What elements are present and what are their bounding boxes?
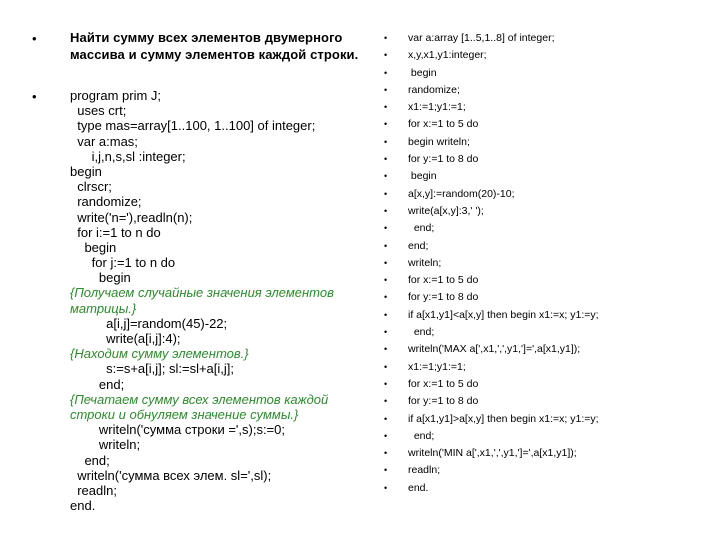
code-line: write('n='),readln(n); xyxy=(70,209,193,225)
bullet: • xyxy=(384,136,388,147)
bullet: • xyxy=(384,413,388,424)
bullet: • xyxy=(384,482,388,493)
code-line: begin xyxy=(70,270,131,286)
list-item xyxy=(376,324,716,341)
code-line: for y:=1 to 8 do xyxy=(408,153,479,166)
code-line: for x:=1 to 5 do xyxy=(408,377,479,390)
list-item xyxy=(376,30,716,47)
list-item xyxy=(376,203,716,220)
bullet: • xyxy=(384,67,388,78)
code-line: x1:=1;y1:=1; xyxy=(408,360,466,373)
list-item xyxy=(376,272,716,289)
code-line: for x:=1 to 5 do xyxy=(408,118,479,131)
bullet: • xyxy=(384,465,388,476)
code-comment: {Получаем случайные значения элементов матрицы.} xyxy=(70,285,338,316)
code-line: x,y,x1,y1:integer; xyxy=(408,49,487,62)
code-line: end. xyxy=(408,481,429,494)
code-line: end. xyxy=(70,498,96,514)
code-line: end; xyxy=(408,326,435,339)
list-item xyxy=(376,376,716,393)
code-line: begin xyxy=(408,170,437,183)
bullet: • xyxy=(384,275,388,286)
right-code-block xyxy=(376,30,716,497)
list-item xyxy=(376,220,716,237)
left-code-block xyxy=(70,88,370,513)
bullet: • xyxy=(384,292,388,303)
code-line: begin xyxy=(70,239,117,255)
code-line: i,j,n,s,sl :integer; xyxy=(70,148,186,164)
list-item xyxy=(376,82,716,99)
list-item xyxy=(376,47,716,64)
bullet: • xyxy=(384,223,388,234)
code-line: randomize; xyxy=(70,194,142,210)
list-item xyxy=(376,359,716,376)
bullet: • xyxy=(384,378,388,389)
code-line: for y:=1 to 8 do xyxy=(408,395,479,408)
bullet: • xyxy=(384,33,388,43)
list-item xyxy=(376,289,716,306)
list-item xyxy=(376,238,716,255)
code-line: begin xyxy=(408,66,437,79)
bullet: • xyxy=(384,361,388,372)
code-line: writeln; xyxy=(408,256,442,269)
code-line: for j:=1 to n do xyxy=(70,255,176,271)
bullet: • xyxy=(384,448,388,459)
bullet: • xyxy=(384,50,388,61)
list-item xyxy=(376,307,716,324)
task-title: Найти сумму всех элементов двумерного массива и сумму элементов каждой строки. xyxy=(70,30,359,62)
list-item xyxy=(376,480,716,497)
bullet: • xyxy=(384,257,388,268)
list-item xyxy=(376,393,716,410)
code-line: writeln('сумма всех элем. sl=',sl); xyxy=(70,467,272,483)
list-item xyxy=(376,462,716,479)
code-line: for y:=1 to 8 do xyxy=(408,291,479,304)
code-line: end; xyxy=(408,429,435,442)
code-line: write(a[x,y]:3,' '); xyxy=(408,204,484,217)
bullet: • xyxy=(384,119,388,130)
list-item xyxy=(376,341,716,358)
list-item xyxy=(376,99,716,116)
code-line: program prim J; xyxy=(70,88,162,103)
list-item xyxy=(376,255,716,272)
left-bullet-1: • xyxy=(32,31,37,46)
bullet: • xyxy=(384,205,388,216)
code-line: if a[x1,y1]>a[x,y] then begin x1:=x; y1:=y; xyxy=(408,412,599,425)
list-item xyxy=(376,116,716,133)
code-line: clrscr; xyxy=(70,179,112,195)
bullet: • xyxy=(384,309,388,320)
list-item xyxy=(376,411,716,428)
code-line: var a:array [1..5,1..8] of integer; xyxy=(408,32,555,44)
list-item xyxy=(376,445,716,462)
list-item xyxy=(376,186,716,203)
code-comment: {Печатаем сумму всех элементов каждой строки и обнуляем значение суммы.} xyxy=(70,391,332,422)
bullet: • xyxy=(384,327,388,338)
code-line: writeln('MIN a[',x1,',',y1,']=',a[x1,y1]); xyxy=(408,447,577,460)
code-line: writeln('сумма строки =',s);s:=0; xyxy=(70,422,285,438)
bullet: • xyxy=(384,430,388,441)
code-line: for x:=1 to 5 do xyxy=(408,274,479,287)
list-item xyxy=(376,168,716,185)
bullet: • xyxy=(384,240,388,251)
list-item xyxy=(376,428,716,445)
code-line: if a[x1,y1]<a[x,y] then begin x1:=x; y1:=y; xyxy=(408,308,599,321)
bullet: • xyxy=(384,171,388,182)
list-item xyxy=(376,151,716,168)
code-line: writeln; xyxy=(70,437,141,453)
code-line: uses crt; xyxy=(70,103,127,119)
code-line: x1:=1;y1:=1; xyxy=(408,101,466,114)
bullet: • xyxy=(384,344,388,355)
code-line: a[x,y]:=random(20)-10; xyxy=(408,187,515,200)
code-line: write(a[i,j]:4); xyxy=(70,331,181,347)
list-item xyxy=(376,65,716,82)
code-line: end; xyxy=(70,452,110,468)
bullet: • xyxy=(384,102,388,113)
code-line: readln; xyxy=(70,482,117,498)
code-line: writeln('MAX a[',x1,',',y1,']=',a[x1,y1]); xyxy=(408,343,581,356)
code-line: a[i,j]=random(45)-22; xyxy=(70,315,228,331)
code-line: var a:mas; xyxy=(70,133,138,149)
bullet: • xyxy=(384,84,388,95)
code-line: end; xyxy=(408,222,435,235)
code-line: randomize; xyxy=(408,83,460,96)
code-line: readln; xyxy=(408,464,441,477)
code-line: begin xyxy=(70,163,102,179)
bullet: • xyxy=(384,188,388,199)
bullet: • xyxy=(384,396,388,407)
code-line: end; xyxy=(408,239,429,252)
code-line: end; xyxy=(70,376,125,392)
code-line: type mas=array[1..100, 1..100] of integer; xyxy=(70,118,316,134)
code-line: s:=s+a[i,j]; sl:=sl+a[i,j]; xyxy=(70,361,235,377)
code-comment: {Находим сумму элементов.} xyxy=(70,346,249,362)
code-line: for i:=1 to n do xyxy=(70,224,161,240)
bullet: • xyxy=(384,154,388,165)
left-bullet-2: • xyxy=(32,89,37,104)
code-line: begin writeln; xyxy=(408,135,470,148)
list-item xyxy=(376,134,716,151)
